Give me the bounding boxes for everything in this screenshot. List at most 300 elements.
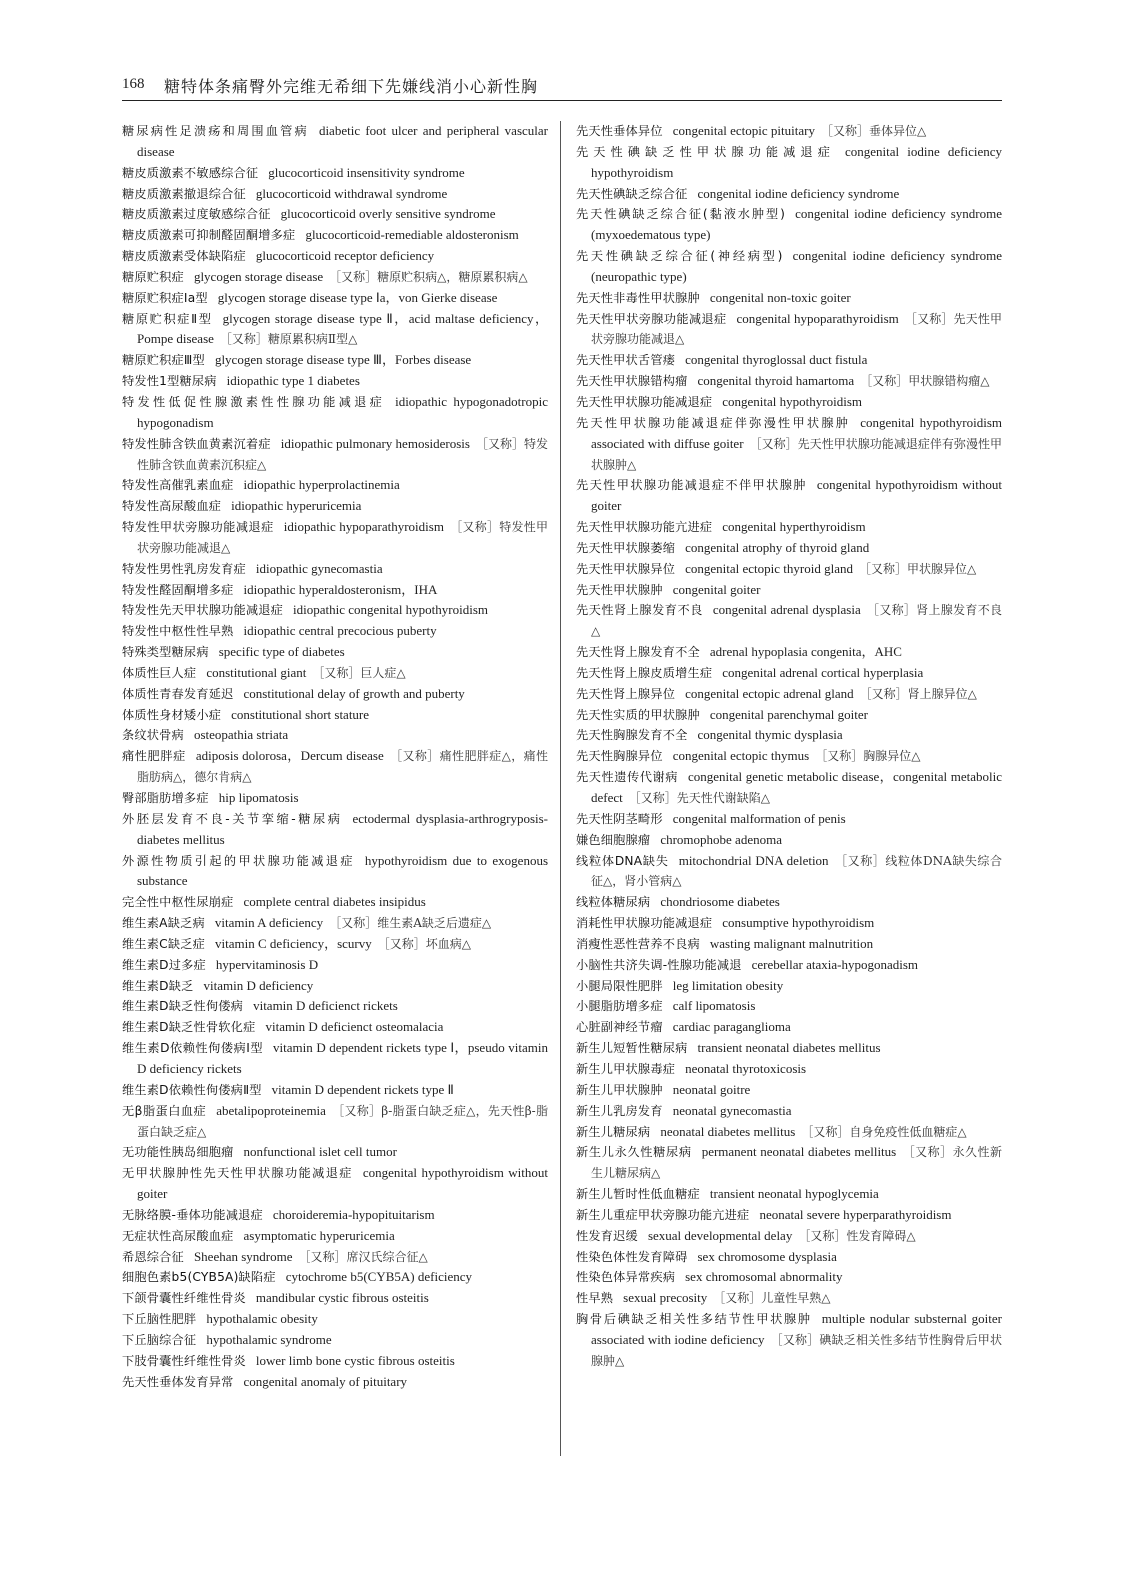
entry-term-en: congenital non-toxic goiter — [709, 289, 851, 305]
entry-term-en: congenital hypothyroidism without goiter — [591, 477, 1002, 514]
glossary-entry — [576, 1017, 1002, 1038]
entry-term-zh: 特发性男性乳房发育症 — [122, 561, 246, 576]
entry-term-zh: 外源性物质引起的甲状腺功能减退症 — [122, 853, 355, 868]
glossary-entry — [576, 288, 1002, 309]
entry-alias: ［又称］席汉氏综合征△ — [298, 1249, 428, 1264]
glossary-entry — [576, 1038, 1002, 1059]
glossary-entry — [122, 996, 548, 1017]
entry-term-zh: 体质性身材矮小症 — [122, 707, 222, 722]
glossary-entry — [122, 184, 548, 205]
entry-term-zh: 消耗性甲状腺功能减退症 — [576, 916, 713, 931]
glossary-entry — [122, 788, 548, 809]
entry-term-en: congenital goiter — [672, 581, 761, 597]
entry-term-zh: 性染色体异常疾病 — [576, 1270, 676, 1285]
entry-term-zh: 心脏副神经节瘤 — [576, 1020, 663, 1035]
entry-term-zh: 无症状性高尿酸血症 — [122, 1228, 234, 1243]
glossary-entry — [122, 746, 548, 788]
page-title: 糖特体条痛臀外完维无希细下先嫌线消小心新性胸 — [164, 77, 539, 96]
entry-term-zh: 先天性甲状腺异位 — [576, 561, 676, 576]
glossary-entry — [576, 1184, 1002, 1205]
glossary-entry — [576, 809, 1002, 830]
entry-term-en: idiopathic hypoparathyroidism — [283, 519, 444, 535]
entry-term-en: sexual precosity — [623, 1290, 708, 1306]
entry-term-zh: 无β脂蛋白血症 — [122, 1103, 207, 1118]
entry-term-zh: 先天性肾上腺皮质增生症 — [576, 665, 713, 680]
entry-term-zh: 无甲状腺肿性先天性甲状腺功能减退症 — [122, 1166, 353, 1181]
entry-term-zh: 维生素D缺乏 — [122, 978, 194, 993]
entry-term-en: calf lipomatosis — [672, 998, 756, 1014]
entry-term-en: mandibular cystic fibrous osteitis — [255, 1290, 429, 1306]
entry-term-zh: 糖原贮积症 — [122, 269, 184, 284]
left-column — [122, 121, 548, 1392]
glossary-entry — [122, 225, 548, 246]
entry-term-en: sexual developmental delay — [647, 1227, 793, 1243]
entry-term-en: hypothalamic obesity — [206, 1311, 318, 1327]
entry-term-en: constitutional short stature — [231, 706, 370, 722]
entry-term-zh: 特发性醛固酮增多症 — [122, 582, 234, 597]
entry-term-en: sex chromosome dysplasia — [697, 1248, 837, 1264]
entry-term-en: mitochondrial DNA deletion — [678, 852, 829, 868]
entry-term-zh: 小腿脂肪增多症 — [576, 999, 663, 1014]
entry-term-en: congenital thyroglossal duct fistula — [685, 352, 868, 368]
entry-term-zh: 特发性低促性腺激素性性腺功能减退症 — [122, 394, 386, 409]
glossary-entry — [122, 1372, 548, 1393]
entry-term-en: glycogen storage disease type Ⅱ，acid maltase deficiency，Pompe disease — [137, 310, 548, 347]
glossary-entry — [576, 684, 1002, 705]
entry-term-zh: 先天性实质的甲状腺肿 — [576, 707, 700, 722]
glossary-entry — [122, 246, 548, 267]
glossary-entry — [122, 955, 548, 976]
entry-term-en: leg limitation obesity — [672, 977, 784, 993]
glossary-entry — [576, 1226, 1002, 1247]
glossary-entry — [576, 1288, 1002, 1309]
entry-term-en: hip lipomatosis — [218, 790, 299, 805]
entry-alias: ［又称］巨人症△ — [312, 665, 406, 680]
glossary-entry — [576, 580, 1002, 601]
glossary-entry — [576, 663, 1002, 684]
entry-term-en: asymptomatic hyperuricemia — [243, 1227, 395, 1243]
glossary-entry — [576, 1080, 1002, 1101]
entry-alias: ［又称］肾上腺异位△ — [859, 686, 977, 701]
entry-term-zh: 新生儿重症甲状旁腺功能亢进症 — [576, 1207, 750, 1222]
entry-alias: ［又称］线粒体DNA缺失综合征△，肾小管病△ — [591, 853, 1002, 889]
glossary-entry — [122, 1226, 548, 1247]
entry-term-en: vitamin D deficienct rickets — [253, 998, 398, 1014]
glossary-entry — [576, 246, 1002, 288]
entry-term-en: constitutional giant — [206, 664, 307, 680]
glossary-entry — [122, 496, 548, 517]
entry-term-zh: 性染色体性发育障碍 — [576, 1249, 688, 1264]
right-column — [576, 121, 1002, 1372]
entry-term-en: specific type of diabetes — [218, 644, 345, 660]
entry-alias: ［又称］先天性甲状旁腺功能减退△ — [591, 311, 1002, 347]
entry-term-zh: 先天性甲状腺肿 — [576, 582, 663, 597]
glossary-entry — [576, 371, 1002, 392]
entry-alias: ［又称］坏血病△ — [377, 936, 471, 951]
entry-term-en: congenital adrenal dysplasia — [712, 602, 861, 618]
entry-term-en: neonatal goitre — [672, 1081, 751, 1097]
entry-alias: ［又称］痛性肥胖症△，痛性脂肪病△，德尔肯病△ — [137, 749, 549, 785]
entry-term-zh: 下丘脑综合征 — [122, 1332, 197, 1347]
glossary-entry — [122, 371, 548, 392]
glossary-entry — [576, 934, 1002, 955]
entry-term-en: consumptive hypothyroidism — [722, 915, 875, 931]
glossary-entry — [576, 725, 1002, 746]
glossary-entry — [576, 413, 1002, 476]
entry-term-en: idiopathic hyperaldosteronism，IHA — [243, 581, 438, 597]
entry-term-zh: 先天性遗传代谢病 — [576, 770, 678, 785]
entry-term-en: vitamin D deficiency — [203, 977, 314, 993]
entry-term-en: glucocorticoid overly sensitive syndrome — [280, 206, 496, 222]
glossary-entry — [576, 996, 1002, 1017]
glossary-entry — [122, 517, 548, 559]
entry-term-en: vitamin D deficienct osteomalacia — [265, 1019, 444, 1035]
entry-alias: ［又称］先天性代谢缺陷△ — [628, 791, 770, 805]
glossary-entry — [122, 663, 548, 684]
entry-term-zh: 下颌骨囊性纤维性骨炎 — [122, 1291, 246, 1306]
glossary-entry — [122, 600, 548, 621]
entry-alias: ［又称］肾上腺发育不良△ — [591, 603, 1002, 639]
entry-term-zh: 先天性肾上腺异位 — [576, 686, 676, 701]
entry-term-zh: 先天性甲状腺功能减退症 — [576, 394, 713, 409]
entry-term-en: vitamin D dependent rickets type Ⅱ — [271, 1081, 454, 1097]
entry-term-zh: 痛性肥胖症 — [122, 749, 186, 764]
entry-term-en: multiple nodular substernal goiter associated with iodine deficiency — [591, 1311, 1002, 1347]
entry-alias: ［又称］永久性新生儿糖尿病△ — [591, 1145, 1002, 1181]
entry-term-zh: 无脉络膜-垂体功能减退症 — [122, 1207, 263, 1222]
entry-term-zh: 下丘脑性肥胖 — [122, 1312, 197, 1327]
entry-term-zh: 先天性碘缺乏综合征(黏液水肿型) — [576, 207, 786, 222]
entry-term-en: transient neonatal hypoglycemia — [709, 1186, 879, 1202]
entry-term-en: Sheehan syndrome — [193, 1248, 293, 1264]
entry-term-zh: 新生儿糖尿病 — [576, 1124, 651, 1139]
entry-term-en: neonatal severe hyperparathyroidism — [759, 1206, 952, 1222]
glossary-entry — [122, 1351, 548, 1372]
entry-term-zh: 糖皮质激素撤退综合征 — [122, 186, 246, 201]
entry-term-en: congenital anomaly of pituitary — [243, 1373, 408, 1389]
entry-term-zh: 希恩综合征 — [122, 1249, 184, 1264]
entry-term-zh: 特发性中枢性性早熟 — [122, 624, 234, 639]
glossary-entry — [576, 913, 1002, 934]
glossary-entry — [122, 163, 548, 184]
glossary-entry — [122, 976, 548, 997]
glossary-entry — [122, 892, 548, 913]
glossary-entry — [122, 350, 548, 371]
glossary-entry — [122, 705, 548, 726]
entry-alias: ［又称］胸腺异位△ — [815, 749, 921, 764]
entry-term-zh: 先天性碘缺乏性甲状腺功能减退症 — [576, 144, 835, 159]
glossary-entry — [122, 1247, 548, 1268]
entry-term-zh: 特发性1型糖尿病 — [122, 374, 217, 389]
entry-term-zh: 新生儿乳房发育 — [576, 1103, 663, 1118]
glossary-entry — [576, 1122, 1002, 1143]
entry-term-en: glucocorticoid withdrawal syndrome — [255, 185, 448, 201]
entry-term-en: congenital parenchymal goiter — [709, 706, 868, 722]
entry-term-zh: 先天性垂体发育异常 — [122, 1374, 234, 1389]
entry-term-en: vitamin D dependent rickets type Ⅰ，pseudo vitamin D deficiency rickets — [137, 1040, 548, 1076]
glossary-entry — [576, 746, 1002, 767]
glossary-entry — [576, 1309, 1002, 1372]
glossary-entry — [576, 475, 1002, 517]
entry-alias: ［又称］糖原贮积病△，糖原累积病△ — [329, 269, 528, 284]
entry-term-en: cytochrome b5(CYB5A) deficiency — [285, 1269, 472, 1285]
glossary-entry — [122, 1101, 548, 1143]
glossary-entry — [576, 892, 1002, 913]
entry-term-en: congenital iodine deficiency hypothyroidism — [591, 143, 1002, 180]
entry-term-en: idiopathic type 1 diabetes — [226, 373, 360, 389]
entry-term-zh: 维生素D依赖性佝偻病Ⅱ型 — [122, 1082, 262, 1097]
entry-term-zh: 消瘦性恶性营养不良病 — [576, 936, 700, 951]
glossary-entry — [576, 559, 1002, 580]
glossary-entry — [576, 204, 1002, 246]
glossary-entry — [576, 1142, 1002, 1184]
entry-term-zh: 先天性垂体异位 — [576, 124, 663, 138]
entry-term-en: cardiac paraganglioma — [672, 1019, 791, 1035]
glossary-entry — [122, 809, 548, 851]
entry-term-zh: 线粒体糖尿病 — [576, 895, 651, 910]
entry-term-zh: 先天性肾上腺发育不全 — [576, 645, 700, 660]
glossary-entry — [576, 309, 1002, 351]
page-number: 168 — [122, 76, 145, 92]
entry-term-zh: 细胞色素b5(CYB5A)缺陷症 — [122, 1270, 276, 1285]
glossary-entry — [122, 204, 548, 225]
entry-term-en: congenital ectopic thymus — [672, 748, 810, 764]
entry-term-en: congenital atrophy of thyroid gland — [685, 539, 870, 555]
entry-alias: ［又称］糖原累积病Ⅱ型△ — [219, 332, 358, 347]
entry-alias: ［又称］特发性肺含铁血黄素沉积症△ — [137, 436, 548, 472]
entry-term-zh: 胸骨后碘缺乏相关性多结节性甲状腺肿 — [576, 1312, 812, 1327]
glossary-entry — [122, 1017, 548, 1038]
entry-term-en: congenital iodine deficiency syndrome (myxoedematous type) — [591, 206, 1002, 243]
glossary-entry — [122, 559, 548, 580]
entry-term-en: congenital iodine deficiency syndrome — [697, 185, 900, 201]
entry-term-en: sex chromosomal abnormality — [685, 1269, 843, 1285]
glossary-entry — [122, 434, 548, 476]
entry-term-en: vitamin A deficiency — [214, 915, 324, 931]
glossary-entry — [122, 267, 548, 288]
entry-term-zh: 特发性高催乳素血症 — [122, 478, 234, 493]
entry-term-en: hypervitaminosis D — [215, 956, 319, 972]
glossary-entry — [122, 580, 548, 601]
glossary-entry — [576, 830, 1002, 851]
entry-term-en: hypothalamic syndrome — [206, 1331, 332, 1347]
entry-term-en: lower limb bone cystic fibrous osteitis — [255, 1352, 455, 1368]
entry-alias: ［又称］碘缺乏相关性多结节性胸骨后甲状腺肿△ — [591, 1332, 1002, 1368]
entry-term-en: idiopathic congenital hypothyroidism — [293, 602, 489, 618]
entry-term-en: idiopathic hyperuricemia — [231, 498, 362, 514]
entry-term-en: congenital adrenal cortical hyperplasia — [722, 664, 924, 680]
entry-term-en: abetalipoproteinemia — [216, 1102, 326, 1118]
glossary-entry — [576, 350, 1002, 371]
entry-term-en: congenital hypothyroidism without goiter — [137, 1165, 548, 1202]
entry-term-zh: 小腿局限性肥胖 — [576, 978, 663, 993]
glossary-entry — [576, 955, 1002, 976]
entry-term-zh: 糖原贮积症Ⅲ型 — [122, 353, 205, 368]
entry-term-zh: 糖皮质激素可抑制醛固酮增多症 — [122, 228, 296, 243]
entry-term-en: congenital ectopic pituitary — [672, 123, 815, 138]
entry-term-zh: 小脑性共济失调-性腺功能减退 — [576, 957, 742, 972]
entry-term-en: congenital hypothyroidism — [722, 393, 862, 409]
glossary-entry — [122, 1163, 548, 1205]
entry-term-en: neonatal gynecomastia — [672, 1102, 792, 1118]
glossary-entry — [122, 642, 548, 663]
glossary-entry — [122, 1205, 548, 1226]
entry-term-en: idiopathic hyperprolactinemia — [243, 477, 400, 493]
entry-term-zh: 线粒体DNA缺失 — [576, 853, 669, 868]
entry-alias: ［又称］甲状腺错构瘤△ — [860, 374, 990, 389]
entry-term-zh: 条纹状骨病 — [122, 728, 184, 743]
entry-alias: ［又称］β-脂蛋白缺乏症△，先天性β-脂蛋白缺乏症△ — [137, 1103, 549, 1139]
entry-term-en: congenital hyperthyroidism — [722, 519, 866, 535]
entry-term-zh: 先天性甲状腺功能减退症伴弥漫性甲状腺肿 — [576, 415, 851, 430]
entry-term-en: congenital malformation of penis — [672, 810, 846, 826]
glossary-entry — [122, 121, 548, 163]
entry-term-zh: 先天性甲状腺功能亢进症 — [576, 520, 713, 535]
glossary-entry — [576, 517, 1002, 538]
glossary-entry — [122, 621, 548, 642]
glossary-entry — [122, 913, 548, 934]
entry-term-zh: 无功能性胰岛细胞瘤 — [122, 1145, 234, 1160]
entry-term-en: idiopathic pulmonary hemosiderosis — [280, 435, 470, 451]
glossary-entry — [576, 1205, 1002, 1226]
glossary-entry — [122, 1267, 548, 1288]
entry-term-zh: 特殊类型糖尿病 — [122, 645, 209, 660]
entry-term-zh: 糖原贮积症Ⅰa型 — [122, 290, 208, 305]
entry-term-zh: 特发性高尿酸血症 — [122, 499, 222, 514]
entry-term-zh: 先天性碘缺乏综合征 — [576, 186, 688, 201]
glossary-entry — [122, 392, 548, 434]
entry-term-zh: 先天性甲状腺错构瘤 — [576, 374, 688, 389]
entry-term-zh: 糖原贮积症Ⅱ型 — [122, 311, 213, 326]
glossary-entry — [122, 288, 548, 309]
entry-term-zh: 先天性甲状腺萎缩 — [576, 540, 676, 555]
entry-term-en: congenital hypoparathyroidism — [736, 310, 899, 326]
entry-term-en: adiposis dolorosa，Dercum disease — [195, 748, 384, 764]
entry-term-en: neonatal thyrotoxicosis — [685, 1060, 807, 1076]
glossary-entry — [122, 684, 548, 705]
entry-term-zh: 新生儿甲状腺肿 — [576, 1082, 663, 1097]
entry-alias: ［又称］维生素A缺乏后遗症△ — [329, 916, 492, 931]
glossary-entry — [576, 976, 1002, 997]
entry-term-en: chondriosome diabetes — [660, 894, 780, 910]
entry-alias: ［又称］儿童性早熟△ — [713, 1291, 831, 1306]
entry-term-zh: 体质性巨人症 — [122, 665, 197, 680]
glossary-entry — [576, 600, 1002, 642]
entry-term-zh: 维生素D依赖性佝偻病Ⅰ型 — [122, 1041, 264, 1056]
entry-term-zh: 维生素D缺乏性佝偻病 — [122, 999, 244, 1014]
entry-term-zh: 特发性甲状旁腺功能减退症 — [122, 520, 274, 535]
entry-term-en: glycogen storage disease type Ⅲ，Forbes disease — [214, 352, 472, 368]
entry-term-zh: 维生素D过多症 — [122, 957, 206, 972]
entry-term-en: idiopathic gynecomastia — [255, 560, 383, 576]
entry-term-zh: 糖皮质激素不敏感综合征 — [122, 165, 259, 180]
glossary-entry — [122, 934, 548, 955]
entry-term-zh: 糖皮质激素受体缺陷症 — [122, 249, 246, 264]
entry-term-en: complete central diabetes insipidus — [243, 894, 426, 910]
entry-term-zh: 先天性非毒性甲状腺肿 — [576, 290, 700, 305]
glossary-entry — [576, 392, 1002, 413]
glossary-entry — [122, 1309, 548, 1330]
entry-term-zh: 新生儿暂时性低血糖症 — [576, 1187, 700, 1202]
glossary-entry — [122, 1288, 548, 1309]
entry-term-en: congenital genetic metabolic disease，congenital metabolic defect — [591, 769, 1002, 805]
glossary-entry — [576, 1247, 1002, 1268]
entry-term-zh: 新生儿永久性糖尿病 — [576, 1145, 692, 1160]
glossary-entry — [576, 184, 1002, 205]
entry-term-en: vitamin C deficiency，scurvy — [215, 935, 372, 951]
glossary-entry — [122, 1330, 548, 1351]
entry-term-en: neonatal diabetes mellitus — [660, 1123, 796, 1139]
glossary-entry — [122, 309, 548, 351]
entry-term-zh: 外胚层发育不良-关节挛缩-糖尿病 — [122, 811, 343, 826]
glossary-entry — [576, 121, 1002, 142]
entry-term-en: chromophobe adenoma — [660, 831, 782, 847]
entry-term-zh: 先天性碘缺乏综合征(神经病型) — [576, 249, 783, 264]
entry-term-en: congenital ectopic thyroid gland — [685, 560, 853, 576]
entry-term-zh: 维生素D缺乏性骨软化症 — [122, 1020, 256, 1035]
entry-term-en: wasting malignant malnutrition — [709, 935, 874, 951]
column-divider — [560, 121, 561, 1456]
glossary-entry — [576, 851, 1002, 893]
glossary-entry — [576, 1101, 1002, 1122]
glossary-entry — [576, 1267, 1002, 1288]
page-header — [122, 74, 1002, 101]
entry-term-en: osteopathia striata — [193, 727, 289, 743]
entry-term-en: glucocorticoid insensitivity syndrome — [268, 164, 465, 180]
entry-term-en: glucocorticoid-remediable aldosteronism — [305, 227, 519, 243]
glossary-entry — [122, 1080, 548, 1101]
entry-term-zh: 新生儿短暂性糖尿病 — [576, 1041, 688, 1056]
entry-term-zh: 糖尿病性足溃疡和周围血管病 — [122, 124, 309, 138]
glossary-entry — [122, 1142, 548, 1163]
entry-alias: ［又称］先天性甲状腺功能减退症伴有弥漫性甲状腺肿△ — [591, 436, 1002, 472]
entry-term-en: adrenal hypoplasia congenita，AHC — [709, 644, 902, 660]
entry-term-en: idiopathic hypogonadotropic hypogonadism — [137, 393, 548, 430]
glossary-entry — [122, 851, 548, 893]
entry-term-zh: 维生素C缺乏症 — [122, 936, 206, 951]
entry-term-zh: 先天性胸腺异位 — [576, 749, 663, 764]
entry-term-en: nonfunctional islet cell tumor — [243, 1144, 397, 1160]
entry-alias: ［又称］垂体异位△ — [820, 124, 927, 138]
glossary-entry — [576, 538, 1002, 559]
entry-term-zh: 体质性青春发育延迟 — [122, 686, 234, 701]
glossary-entry — [576, 705, 1002, 726]
entry-term-zh: 先天性甲状腺功能减退症不伴甲状腺肿 — [576, 478, 807, 493]
entry-term-en: glycogen storage disease type Ⅰa，von Gierke disease — [217, 289, 498, 305]
glossary-entry — [122, 475, 548, 496]
entry-term-en: transient neonatal diabetes mellitus — [697, 1040, 881, 1056]
glossary-entry — [576, 642, 1002, 663]
entry-term-en: glycogen storage disease — [193, 268, 324, 284]
entry-term-en: idiopathic central precocious puberty — [243, 623, 437, 639]
glossary-entry — [576, 1059, 1002, 1080]
entry-term-en: cerebellar ataxia-hypogonadism — [751, 956, 919, 972]
entry-term-zh: 糖皮质激素过度敏感综合征 — [122, 207, 271, 222]
entry-term-en: ectodermal dysplasia-arthrogryposis-diabetes mellitus — [137, 810, 549, 847]
entry-term-zh: 嫌色细胞腺瘤 — [576, 832, 651, 847]
entry-term-zh: 先天性胸腺发育不全 — [576, 728, 688, 743]
entry-term-zh: 新生儿甲状腺毒症 — [576, 1061, 676, 1076]
entry-term-zh: 先天性肾上腺发育不良 — [576, 603, 703, 618]
entry-term-en: glucocorticoid receptor deficiency — [255, 248, 435, 264]
entry-term-en: hypothyroidism due to exogenous substance — [137, 852, 548, 889]
entry-term-zh: 臀部脂肪增多症 — [122, 791, 209, 805]
entry-term-zh: 特发性肺含铁血黄素沉着症 — [122, 436, 271, 451]
entry-term-en: permanent neonatal diabetes mellitus — [701, 1144, 897, 1160]
glossary-entry — [122, 725, 548, 746]
entry-term-en: congenital ectopic adrenal gland — [685, 685, 854, 701]
entry-term-en: congenital iodine deficiency syndrome (neuropathic type) — [591, 248, 1003, 284]
